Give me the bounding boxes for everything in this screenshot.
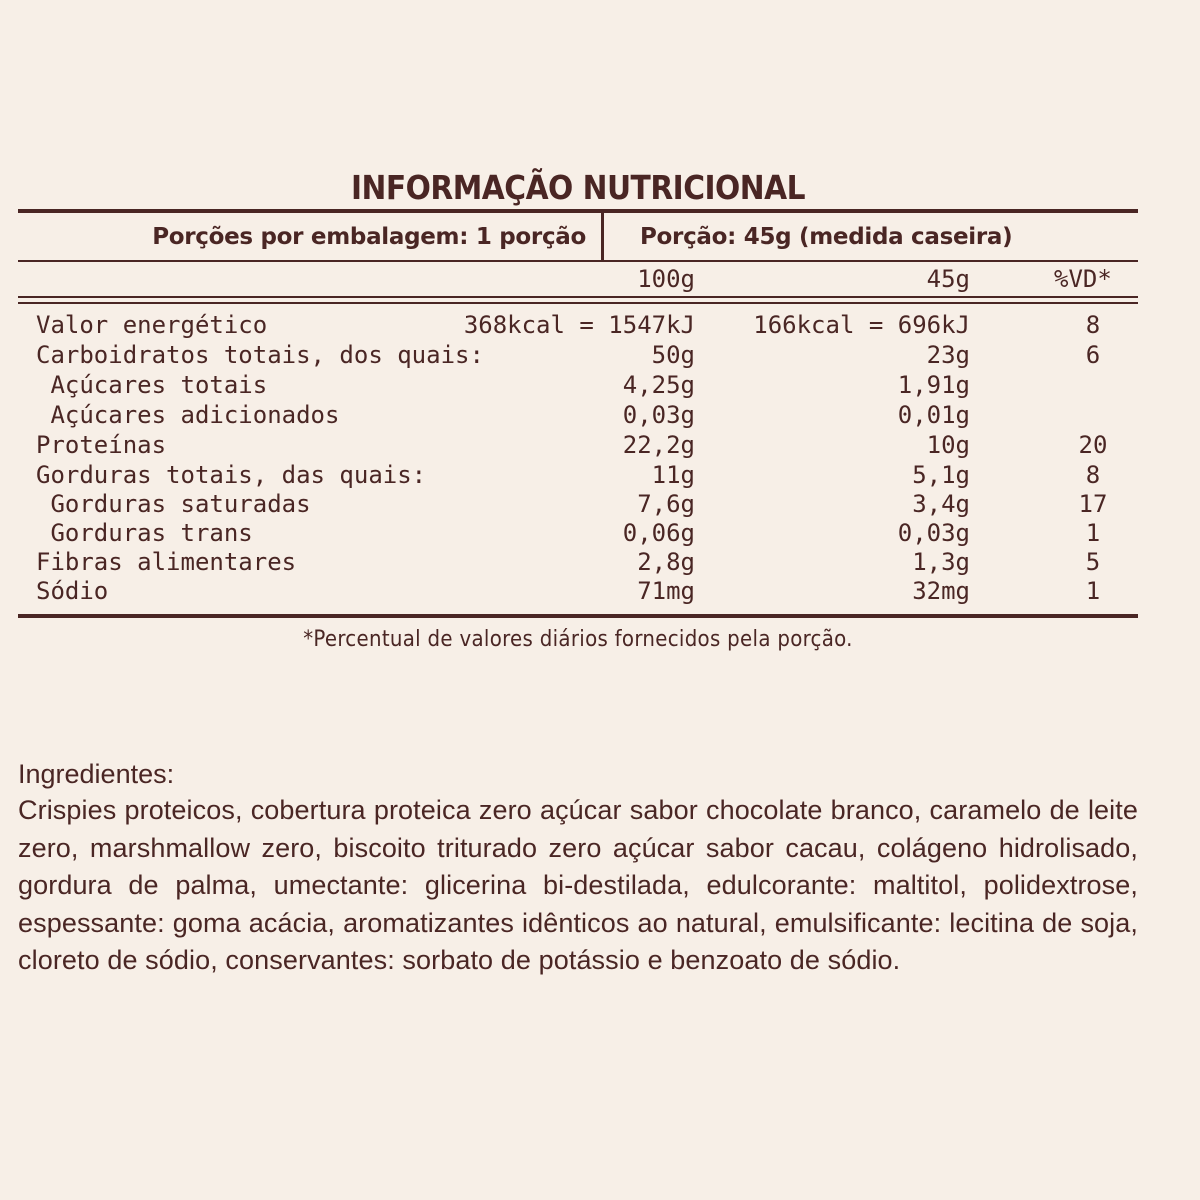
table-row	[0, 547, 1200, 577]
table-bottom-rule	[18, 614, 1138, 618]
nutrient-value-100g: 50g	[651, 341, 695, 369]
serving-size: Porção: 45g (medida caseira)	[640, 224, 1013, 250]
nutrient-value-45g: 3,4g	[912, 490, 970, 518]
nutrient-value-100g: 11g	[651, 461, 695, 489]
nutrient-value-100g: 2,8g	[637, 548, 695, 576]
table-row	[0, 489, 1200, 519]
table-row	[0, 340, 1200, 370]
column-header-vd: %VD*	[1054, 265, 1112, 293]
footnote: *Percentual de valores diários fornecidos pela porção.	[303, 627, 853, 652]
table-row	[0, 400, 1200, 430]
nutrient-value-45g: 1,3g	[912, 548, 970, 576]
table-row	[0, 430, 1200, 460]
nutrition-title: INFORMAÇÃO NUTRICIONAL	[350, 168, 806, 207]
portion-divider	[601, 213, 604, 261]
table-row	[0, 576, 1200, 606]
nutrient-vd: 1	[1085, 577, 1101, 605]
ingredients-text: Crispies proteicos, cobertura proteica zero açúcar sabor chocolate branco, caramelo de leite zero, marshmallow zero, biscoito triturado zero açúcar sabor cacau, colágeno hidrolisado, gordura de palma, umectante: glicerina bi-destilada, edulcorante: maltitol, polidextrose, espessante: goma acácia, aromatizantes idênticos ao natural, emulsificante: lecitina de soja, cloreto de sódio, conservantes: sorbato de potássio e benzoato de sódio.	[18, 795, 1138, 975]
nutrient-value-100g: 0,06g	[622, 519, 695, 547]
nutrient-name: Carboidratos totais, dos quais:	[36, 341, 484, 369]
nutrient-value-100g: 368kcal = 1547kJ	[463, 311, 695, 339]
nutrient-value-100g: 0,03g	[622, 401, 695, 429]
table-row	[0, 310, 1200, 340]
nutrient-value-45g: 10g	[926, 431, 970, 459]
nutrient-name: Gorduras trans	[36, 519, 253, 547]
header-rule-double	[18, 302, 1138, 304]
table-row	[0, 518, 1200, 548]
nutrient-vd: 17	[1078, 490, 1108, 518]
nutrient-value-45g: 32mg	[912, 577, 970, 605]
table-row	[0, 460, 1200, 490]
nutrient-value-100g: 22,2g	[622, 431, 695, 459]
nutrient-vd: 5	[1085, 548, 1101, 576]
nutrient-value-45g: 0,01g	[897, 401, 970, 429]
nutrient-name: Açúcares totais	[36, 371, 268, 399]
nutrient-value-100g: 7,6g	[637, 490, 695, 518]
ingredients-label: Ingredientes:	[18, 759, 175, 789]
portion-rule	[18, 260, 1138, 262]
nutrient-value-45g: 1,91g	[897, 371, 970, 399]
nutrient-vd: 8	[1085, 311, 1101, 339]
nutrient-vd: 8	[1085, 461, 1101, 489]
nutrient-name: Açúcares adicionados	[36, 401, 340, 429]
nutrient-name: Gorduras saturadas	[36, 490, 311, 518]
nutrient-name: Proteínas	[36, 431, 167, 459]
nutrient-name: Fibras alimentares	[36, 548, 297, 576]
table-top-rule	[18, 209, 1138, 213]
nutrient-vd: 20	[1078, 431, 1108, 459]
nutrient-value-45g: 23g	[926, 341, 970, 369]
nutrient-name: Sódio	[36, 577, 109, 605]
nutrient-value-45g: 166kcal = 696kJ	[753, 311, 970, 339]
nutrient-name: Gorduras totais, das quais:	[36, 461, 427, 489]
header-rule	[18, 296, 1138, 298]
table-row	[0, 370, 1200, 400]
nutrient-value-100g: 71mg	[637, 577, 695, 605]
column-header-45g: 45g	[926, 265, 970, 293]
servings-per-package: Porções por embalagem: 1 porção	[152, 224, 586, 250]
column-header-100g: 100g	[637, 265, 695, 293]
nutrient-name: Valor energético	[36, 311, 268, 339]
nutrient-vd: 1	[1085, 519, 1101, 547]
nutrient-vd: 6	[1085, 341, 1101, 369]
nutrient-value-45g: 5,1g	[912, 461, 970, 489]
nutrient-value-45g: 0,03g	[897, 519, 970, 547]
nutrient-value-100g: 4,25g	[622, 371, 695, 399]
